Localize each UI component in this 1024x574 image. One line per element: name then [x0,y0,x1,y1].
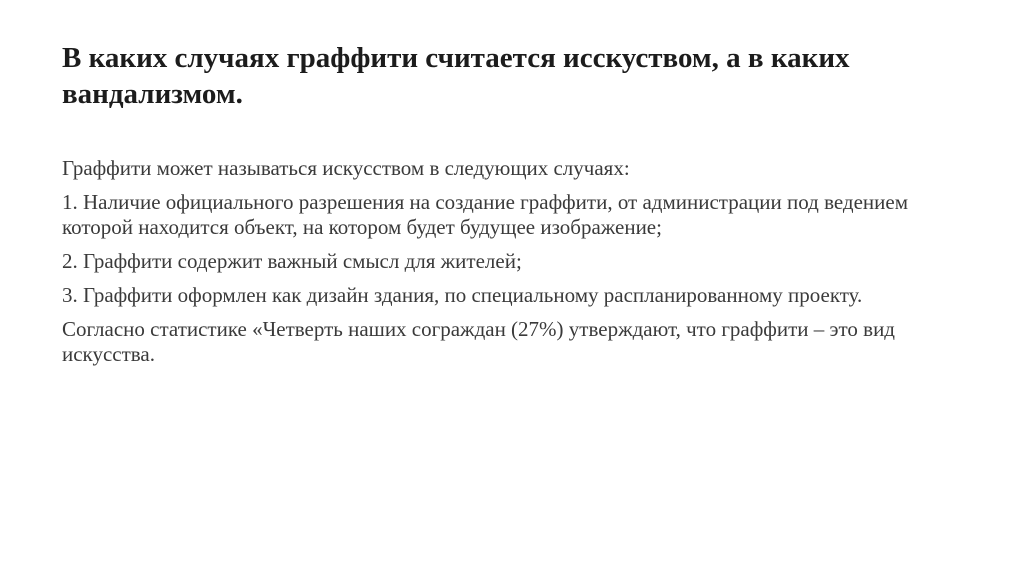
list-item [62,283,942,308]
list-item-text: Граффити оформлен как дизайн здания, по специальному распланированному проекту. [83,283,863,307]
list-item-number: 2. [62,249,78,273]
list-item-number: 1. [62,190,78,214]
list-item-text: Наличие официального разрешения на создание граффити, от администрации под ведением которой находится объект, на котором будет будущее изображение; [62,190,909,239]
slide-body [62,156,942,376]
slide-title: В каких случаях граффити считается исскуством, а в каких вандализмом. [62,42,850,110]
list-item-number: 3. [62,283,78,307]
list-item-text: Граффити содержит важный смысл для жителей; [83,249,522,273]
intro-paragraph: Граффити может называться искусством в следующих случаях: [62,156,630,180]
list-item [62,249,942,274]
statistic-paragraph: Согласно статистике «Четверть наших сограждан (27%) утверждают, что граффити – это вид искусства. [62,317,895,366]
list-item [62,190,942,240]
